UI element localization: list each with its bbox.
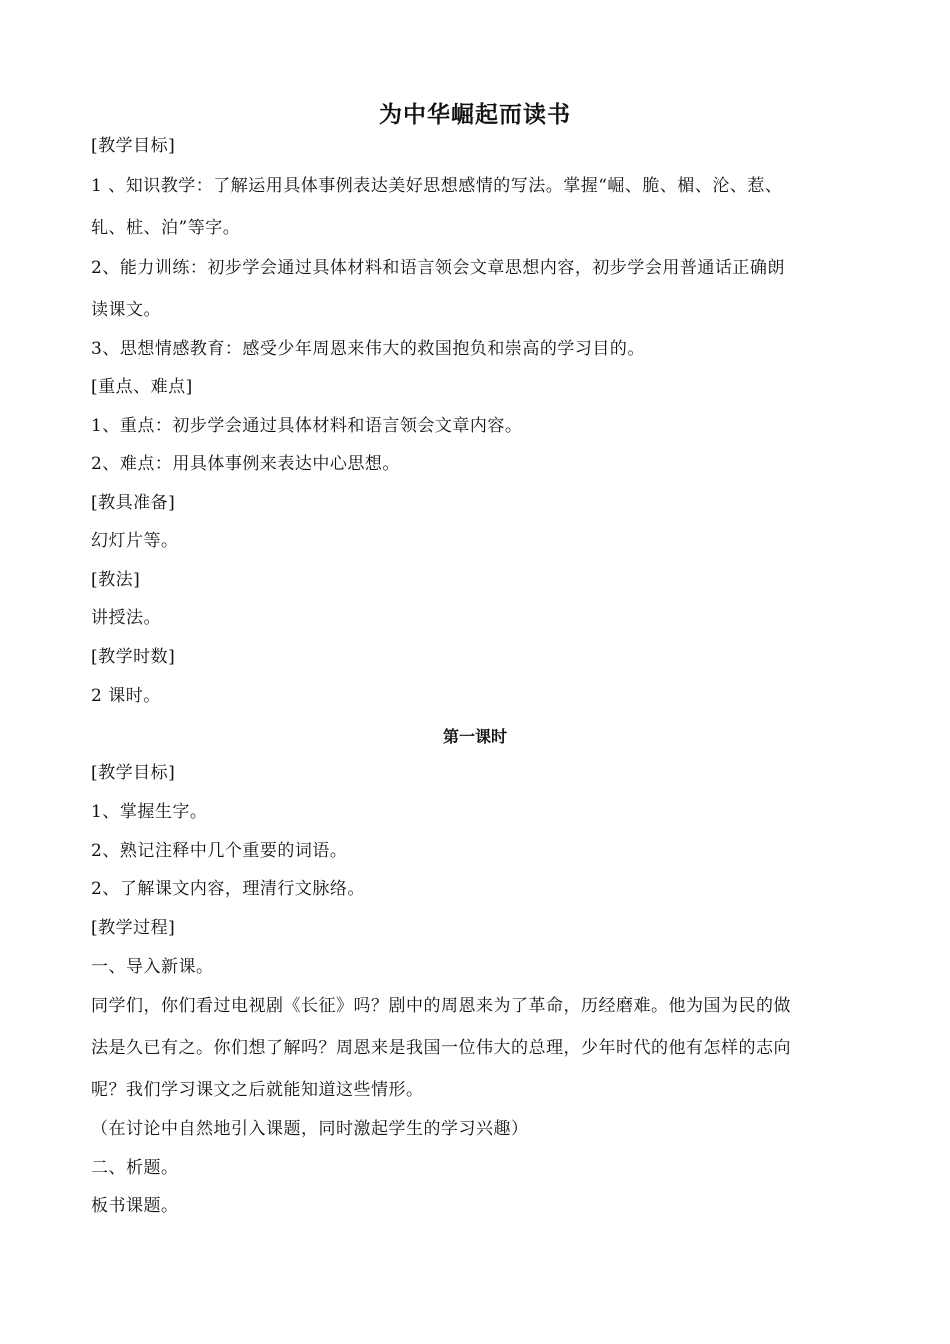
text-line: 幻灯片等。 — [91, 531, 179, 551]
text-line: 呢？我们学习课文之后就能知道这些情形。 — [91, 1080, 424, 1100]
text-line: 法是久已有之。你们想了解吗？周恩来是我国一位伟大的总理，少年时代的他有怎样的志向 — [91, 1038, 791, 1058]
text-line: 轧、桩、泊”等字。 — [91, 218, 241, 238]
text-line: 2 课时。 — [91, 686, 161, 706]
text-line: 讲授法。 — [91, 608, 161, 628]
text-line: 一、导入新课。 — [91, 957, 214, 977]
text-line: 同学们，你们看过电视剧《长征》吗？剧中的周恩来为了革命，历经磨难。他为国为民的做 — [91, 996, 791, 1016]
text-line: [重点、难点] — [91, 377, 193, 397]
text-line: [教具准备] — [91, 493, 176, 513]
text-line: 读课文。 — [91, 300, 161, 320]
text-line: 1、掌握生字。 — [91, 802, 208, 822]
text-line: 二、析题。 — [91, 1158, 179, 1178]
text-line: 2、了解课文内容，理清行文脉络。 — [91, 879, 365, 899]
section-title: 第一课时 — [442, 727, 507, 746]
document-title: 为中华崛起而读书 — [379, 102, 571, 128]
text-line: [教学目标] — [91, 763, 176, 783]
text-line: （在讨论中自然地引入课题，同时激起学生的学习兴趣） — [91, 1119, 529, 1139]
text-line: [教学时数] — [91, 647, 176, 667]
text-line: [教学目标] — [91, 136, 176, 156]
text-line: 2、熟记注释中几个重要的词语。 — [91, 841, 348, 861]
text-line: [教法] — [91, 570, 141, 590]
text-line: 板书课题。 — [91, 1196, 179, 1216]
text-line: 2、能力训练：初步学会通过具体材料和语言领会文章思想内容，初步学会用普通话正确朗 — [91, 258, 785, 278]
text-line: [教学过程] — [91, 918, 176, 938]
text-line: 3、思想情感教育：感受少年周恩来伟大的救国抱负和崇高的学习目的。 — [91, 339, 645, 359]
text-line: 2、难点：用具体事例来表达中心思想。 — [91, 454, 400, 474]
text-line: 1 、知识教学：了解运用具体事例表达美好思想感情的写法。掌握“崛、脆、楣、沦、惹、 — [91, 176, 783, 196]
text-line: 1、重点：初步学会通过具体材料和语言领会文章内容。 — [91, 416, 523, 436]
